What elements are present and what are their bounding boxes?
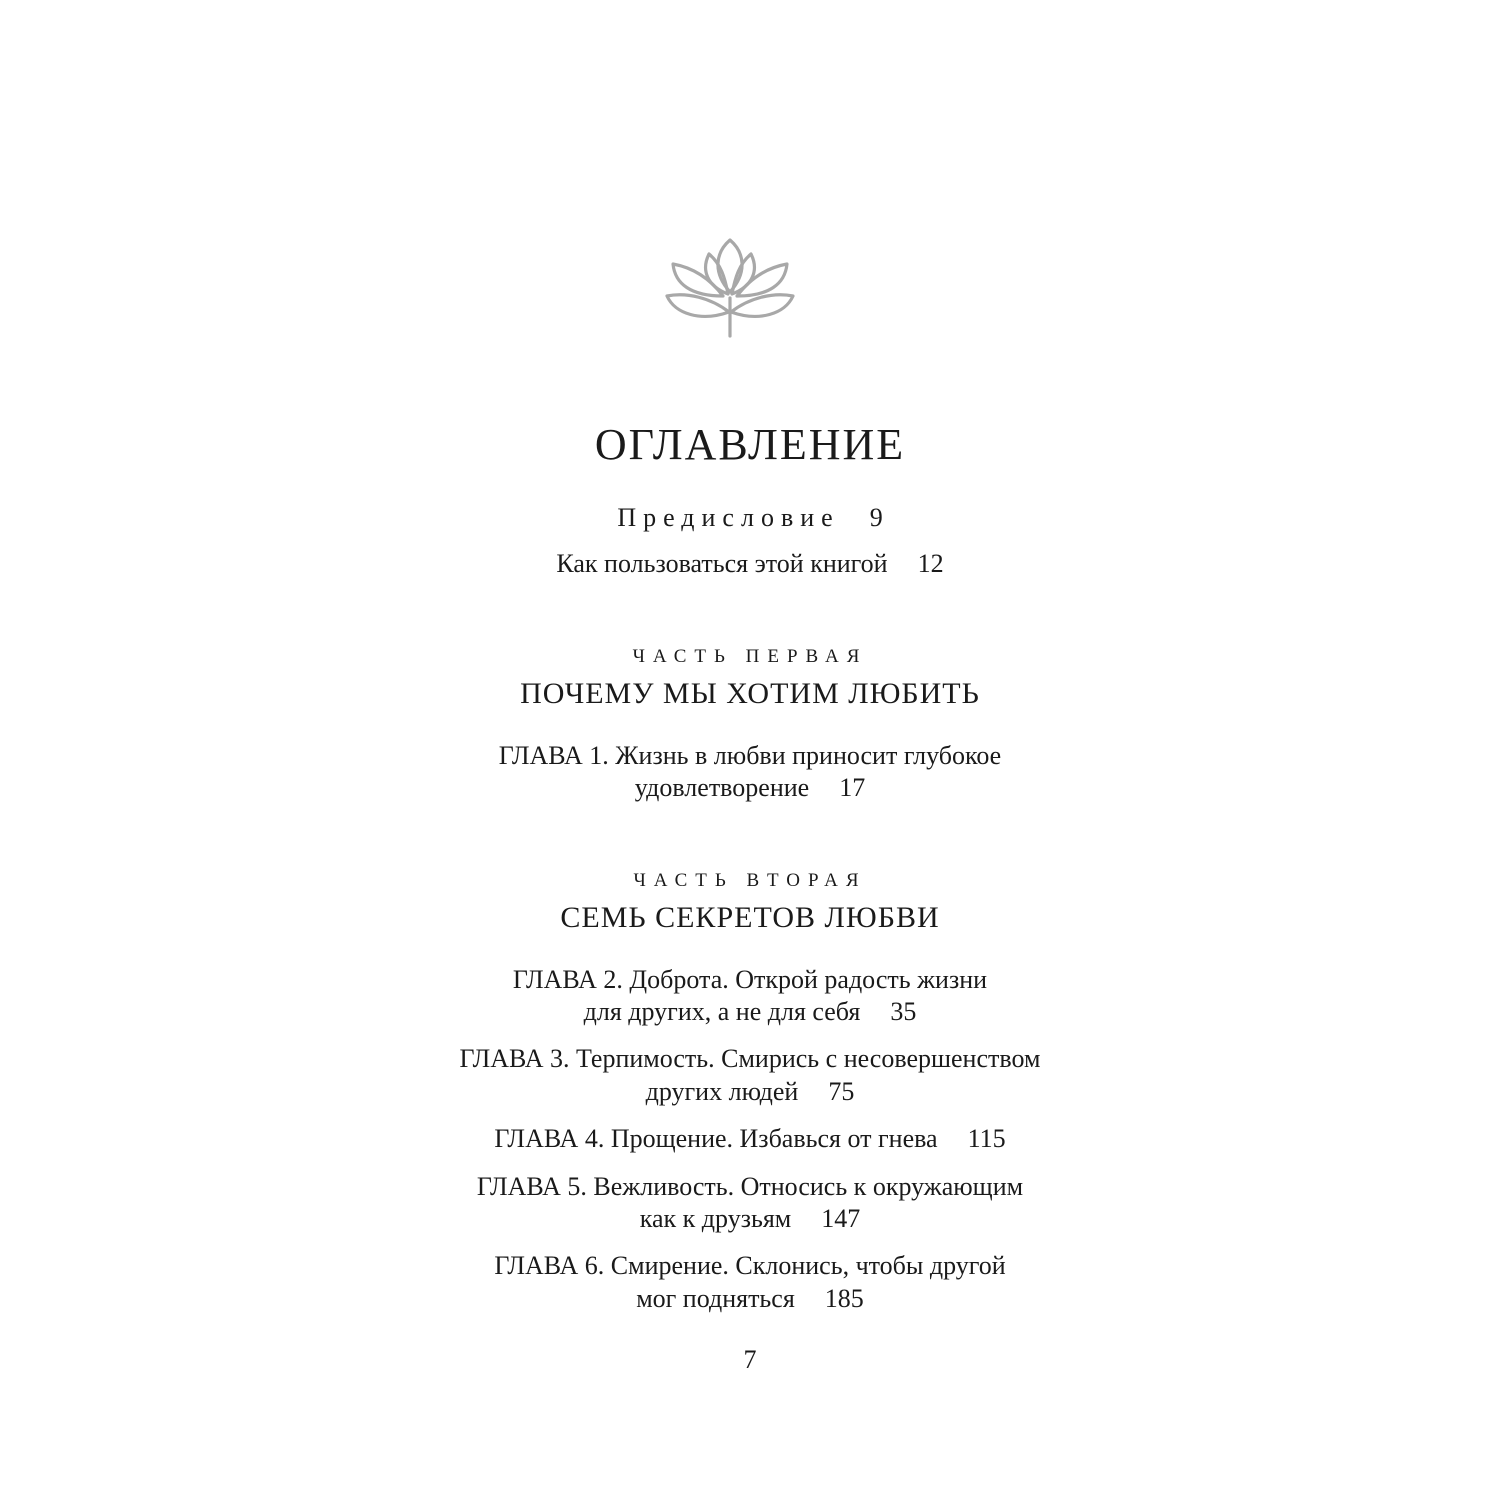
toc-entry-page: 75 [828, 1077, 855, 1106]
toc-entry-how-to-use[interactable] [0, 548, 1500, 580]
toc-entry-label: Как пользоваться этой книгой [556, 549, 888, 578]
toc-entry-label: как к друзьям [639, 1204, 792, 1233]
toc-entry-page: 147 [821, 1204, 861, 1233]
toc-chapter-1-line1[interactable]: ГЛАВА 1. Жизнь в любви приносит глубокое [498, 741, 1002, 770]
toc-entry-label: других людей [645, 1077, 799, 1106]
toc-entry-preface[interactable] [0, 502, 1500, 534]
part-label: ЧАСТЬ ВТОРАЯ [633, 870, 867, 891]
toc-chapter-6-line1[interactable]: ГЛАВА 6. Смирение. Склонись, чтобы другой [494, 1251, 1006, 1280]
toc-chapter-3-line2[interactable] [0, 1076, 1500, 1108]
part-title: ПОЧЕМУ МЫ ХОТИМ ЛЮБИТЬ [520, 677, 980, 710]
toc-entry-label: Предисловие [617, 503, 840, 532]
toc-chapter-4[interactable] [0, 1123, 1500, 1155]
toc-chapter-2-line1[interactable]: ГЛАВА 2. Доброта. Открой радость жизни [512, 965, 988, 994]
toc-entry-page: 115 [967, 1124, 1006, 1153]
part-label: ЧАСТЬ ПЕРВАЯ [632, 646, 868, 667]
page-number: 7 [743, 1345, 757, 1374]
toc-entry-page: 12 [917, 549, 944, 578]
toc-chapter-5-line2[interactable] [0, 1203, 1500, 1235]
part-title: СЕМЬ СЕКРЕТОВ ЛЮБВИ [560, 901, 940, 934]
toc-chapter-2-line2[interactable] [0, 996, 1500, 1028]
toc-entry-page: 9 [869, 503, 883, 532]
toc-entry-label: ГЛАВА 4. Прощение. Избавься от гнева [494, 1124, 938, 1153]
toc-chapter-3-line1[interactable]: ГЛАВА 3. Терпимость. Смирись с несовершенством [459, 1044, 1041, 1073]
toc-entry-label: для других, а не для себя [583, 997, 861, 1026]
toc-entry-label: мог подняться [636, 1284, 795, 1313]
toc-entry-page: 35 [890, 997, 917, 1026]
toc-chapter-5-line1[interactable]: ГЛАВА 5. Вежливость. Относись к окружающим [476, 1172, 1024, 1201]
toc-entry-page: 17 [839, 773, 866, 802]
toc-entry-label: удовлетворение [634, 773, 810, 802]
lotus-icon [665, 236, 795, 340]
toc-chapter-6-line2[interactable] [0, 1283, 1500, 1315]
toc-chapter-1-line2[interactable] [0, 772, 1500, 804]
toc-entry-page: 185 [824, 1284, 864, 1313]
toc-title: ОГЛАВЛЕНИЕ [594, 420, 906, 469]
